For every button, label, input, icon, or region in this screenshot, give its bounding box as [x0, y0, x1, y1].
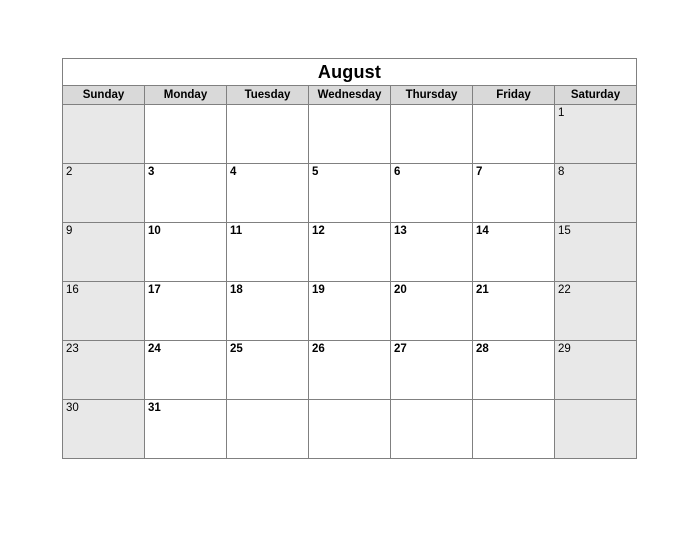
day-number	[63, 105, 144, 107]
day-number: 12	[312, 225, 325, 237]
day-cell[interactable]	[555, 223, 637, 282]
day-cell[interactable]	[391, 223, 473, 282]
dayname-thursday: Thursday	[391, 86, 473, 105]
day-number: 8	[558, 166, 565, 178]
dayname-sunday: Sunday	[63, 86, 145, 105]
day-cell[interactable]	[145, 400, 227, 459]
day-cell[interactable]	[63, 282, 145, 341]
day-cell[interactable]	[145, 105, 227, 164]
day-number: 6	[394, 166, 401, 178]
day-cell[interactable]	[391, 400, 473, 459]
day-number: 11	[230, 225, 243, 237]
day-cell[interactable]	[391, 341, 473, 400]
day-number: 31	[148, 402, 161, 414]
day-number: 16	[66, 284, 79, 296]
day-cell[interactable]	[309, 282, 391, 341]
day-cell[interactable]	[145, 282, 227, 341]
day-cell[interactable]	[473, 223, 555, 282]
day-number	[227, 400, 308, 402]
month-title: August	[63, 59, 637, 86]
calendar-week-row	[63, 400, 637, 459]
day-cell[interactable]	[227, 341, 309, 400]
day-number: 30	[66, 402, 79, 414]
dayname-wednesday: Wednesday	[309, 86, 391, 105]
dayname-tuesday: Tuesday	[227, 86, 309, 105]
day-number: 21	[476, 284, 489, 296]
dayname-friday: Friday	[473, 86, 555, 105]
day-number: 4	[230, 166, 237, 178]
day-number: 5	[312, 166, 319, 178]
day-cell[interactable]	[391, 164, 473, 223]
day-number: 17	[148, 284, 161, 296]
dayname-saturday: Saturday	[555, 86, 637, 105]
calendar-title-row	[63, 59, 637, 86]
day-cell[interactable]	[63, 341, 145, 400]
day-number: 22	[558, 284, 571, 296]
day-number: 19	[312, 284, 325, 296]
day-cell[interactable]	[555, 164, 637, 223]
day-number	[473, 400, 554, 402]
day-cell[interactable]	[309, 223, 391, 282]
day-number: 10	[148, 225, 161, 237]
day-cell[interactable]	[473, 341, 555, 400]
day-cell[interactable]	[227, 164, 309, 223]
calendar-week-row	[63, 282, 637, 341]
day-cell[interactable]	[309, 164, 391, 223]
day-number	[391, 105, 472, 107]
day-cell[interactable]	[473, 164, 555, 223]
calendar-table	[62, 58, 637, 459]
day-cell[interactable]	[309, 400, 391, 459]
day-number	[145, 105, 226, 107]
day-number	[309, 400, 390, 402]
day-cell[interactable]	[63, 400, 145, 459]
day-cell[interactable]	[227, 282, 309, 341]
day-number	[555, 400, 636, 402]
day-cell[interactable]	[555, 105, 637, 164]
day-number: 3	[148, 166, 155, 178]
day-number: 14	[476, 225, 489, 237]
calendar-dayname-row	[63, 86, 637, 105]
day-cell[interactable]	[227, 400, 309, 459]
calendar-week-row	[63, 223, 637, 282]
day-cell[interactable]	[63, 223, 145, 282]
day-cell[interactable]	[63, 164, 145, 223]
day-number: 1	[558, 107, 565, 119]
day-cell[interactable]	[145, 341, 227, 400]
day-number	[227, 105, 308, 107]
day-cell[interactable]	[309, 105, 391, 164]
day-cell[interactable]	[227, 223, 309, 282]
day-cell[interactable]	[309, 341, 391, 400]
day-cell[interactable]	[473, 400, 555, 459]
day-number: 26	[312, 343, 325, 355]
day-number: 20	[394, 284, 407, 296]
day-cell[interactable]	[145, 164, 227, 223]
day-number	[473, 105, 554, 107]
day-cell[interactable]	[227, 105, 309, 164]
calendar-week-row	[63, 341, 637, 400]
dayname-monday: Monday	[145, 86, 227, 105]
day-number: 18	[230, 284, 243, 296]
day-cell[interactable]	[473, 282, 555, 341]
day-cell[interactable]	[63, 105, 145, 164]
calendar-week-row	[63, 105, 637, 164]
calendar-week-row	[63, 164, 637, 223]
day-number: 25	[230, 343, 243, 355]
day-cell[interactable]	[555, 341, 637, 400]
day-number: 2	[66, 166, 73, 178]
day-number: 28	[476, 343, 489, 355]
day-number: 29	[558, 343, 571, 355]
day-number: 9	[66, 225, 73, 237]
day-cell[interactable]	[555, 282, 637, 341]
day-cell[interactable]	[145, 223, 227, 282]
day-number: 13	[394, 225, 407, 237]
day-cell[interactable]	[391, 282, 473, 341]
day-cell[interactable]	[391, 105, 473, 164]
day-number: 15	[558, 225, 571, 237]
day-cell[interactable]	[473, 105, 555, 164]
day-number: 7	[476, 166, 483, 178]
day-number	[309, 105, 390, 107]
day-number	[391, 400, 472, 402]
day-cell[interactable]	[555, 400, 637, 459]
calendar-container	[62, 58, 636, 459]
day-number: 23	[66, 343, 79, 355]
day-number: 27	[394, 343, 407, 355]
day-number: 24	[148, 343, 161, 355]
